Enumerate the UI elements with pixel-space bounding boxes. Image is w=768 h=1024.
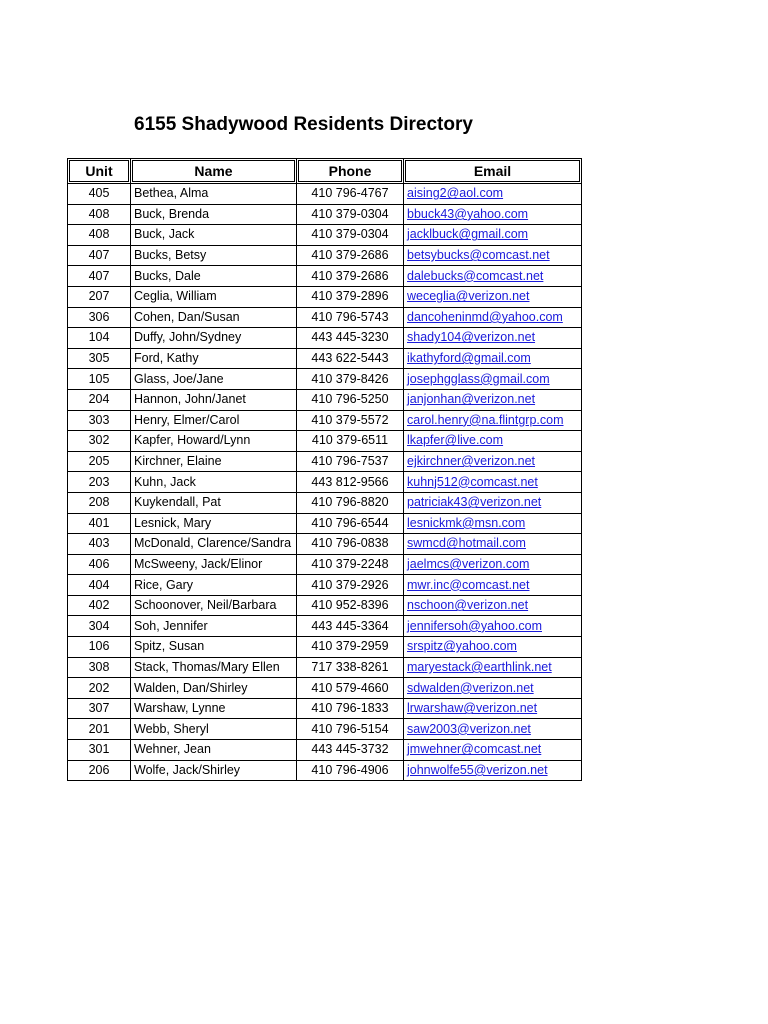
table-row — [68, 616, 582, 637]
email-cell — [404, 575, 582, 596]
unit-cell: 402 — [68, 595, 131, 616]
phone-cell: 410 379-2686 — [297, 245, 404, 266]
phone-cell: 410 796-5250 — [297, 389, 404, 410]
column-header-phone: Phone — [297, 159, 404, 184]
name-cell: Lesnick, Mary — [131, 513, 297, 534]
unit-cell: 202 — [68, 678, 131, 699]
email-link[interactable]: sdwalden@verizon.net — [407, 680, 534, 695]
phone-cell: 443 622-5443 — [297, 348, 404, 369]
table-row — [68, 348, 582, 369]
phone-cell: 410 379-8426 — [297, 369, 404, 390]
phone-cell: 443 445-3364 — [297, 616, 404, 637]
email-cell — [404, 307, 582, 328]
table-row — [68, 678, 582, 699]
unit-cell: 407 — [68, 245, 131, 266]
unit-cell: 403 — [68, 534, 131, 555]
table-row — [68, 225, 582, 246]
email-link[interactable]: kuhnj512@comcast.net — [407, 474, 538, 489]
name-cell: Kirchner, Elaine — [131, 451, 297, 472]
unit-cell: 408 — [68, 225, 131, 246]
table-row — [68, 492, 582, 513]
email-link[interactable]: jennifersoh@yahoo.com — [407, 618, 542, 633]
unit-cell: 201 — [68, 719, 131, 740]
name-cell: Ford, Kathy — [131, 348, 297, 369]
email-cell — [404, 328, 582, 349]
table-row — [68, 740, 582, 761]
email-link[interactable]: swmcd@hotmail.com — [407, 536, 526, 551]
email-cell — [404, 225, 582, 246]
email-cell — [404, 698, 582, 719]
phone-cell: 410 379-6511 — [297, 431, 404, 452]
table-row — [68, 369, 582, 390]
unit-cell: 205 — [68, 451, 131, 472]
table-row — [68, 245, 582, 266]
phone-cell: 410 379-2959 — [297, 637, 404, 658]
unit-cell: 104 — [68, 328, 131, 349]
email-cell — [404, 204, 582, 225]
name-cell: Bethea, Alma — [131, 184, 297, 205]
unit-cell: 408 — [68, 204, 131, 225]
phone-cell: 410 796-8820 — [297, 492, 404, 513]
email-link[interactable]: srspitz@yahoo.com — [407, 639, 517, 654]
email-cell — [404, 513, 582, 534]
email-cell — [404, 472, 582, 493]
email-link[interactable]: carol.henry@na.flintgrp.com — [407, 412, 564, 427]
phone-cell: 410 796-5154 — [297, 719, 404, 740]
table-row — [68, 328, 582, 349]
table-row — [68, 307, 582, 328]
email-link[interactable]: janjonhan@verizon.net — [407, 392, 536, 407]
table-row — [68, 472, 582, 493]
name-cell: Kuhn, Jack — [131, 472, 297, 493]
email-cell — [404, 266, 582, 287]
email-cell — [404, 637, 582, 658]
email-cell — [404, 740, 582, 761]
email-link[interactable]: saw2003@verizon.net — [407, 721, 531, 736]
email-link[interactable]: dancoheninmd@yahoo.com — [407, 309, 563, 324]
name-cell: Buck, Jack — [131, 225, 297, 246]
phone-cell: 410 796-7537 — [297, 451, 404, 472]
email-link[interactable]: johnwolfe55@verizon.net — [407, 762, 548, 777]
table-row — [68, 637, 582, 658]
name-cell: Rice, Gary — [131, 575, 297, 596]
name-cell: Ceglia, William — [131, 286, 297, 307]
name-cell: Henry, Elmer/Carol — [131, 410, 297, 431]
email-cell — [404, 245, 582, 266]
phone-cell: 717 338-8261 — [297, 657, 404, 678]
email-cell — [404, 554, 582, 575]
email-link[interactable]: weceglia@verizon.net — [407, 289, 530, 304]
email-link[interactable]: patriciak43@verizon.net — [407, 495, 542, 510]
phone-cell: 410 379-0304 — [297, 204, 404, 225]
phone-cell: 410 579-4660 — [297, 678, 404, 699]
email-cell — [404, 657, 582, 678]
table-row — [68, 534, 582, 555]
table-row — [68, 595, 582, 616]
table-row — [68, 575, 582, 596]
name-cell: Hannon, John/Janet — [131, 389, 297, 410]
email-link[interactable]: nschoon@verizon.net — [407, 598, 529, 613]
email-cell — [404, 431, 582, 452]
phone-cell: 410 796-5743 — [297, 307, 404, 328]
phone-cell: 410 796-4906 — [297, 760, 404, 781]
unit-cell: 406 — [68, 554, 131, 575]
unit-cell: 208 — [68, 492, 131, 513]
phone-cell: 410 379-2926 — [297, 575, 404, 596]
unit-cell: 105 — [68, 369, 131, 390]
email-link[interactable]: jmwehner@comcast.net — [407, 742, 542, 757]
email-link[interactable]: lkapfer@live.com — [407, 433, 504, 448]
table-body — [68, 184, 582, 781]
name-cell: Kapfer, Howard/Lynn — [131, 431, 297, 452]
phone-cell: 410 796-4767 — [297, 184, 404, 205]
table-row — [68, 451, 582, 472]
email-cell — [404, 410, 582, 431]
unit-cell: 206 — [68, 760, 131, 781]
table-row — [68, 698, 582, 719]
unit-cell: 306 — [68, 307, 131, 328]
name-cell: Wehner, Jean — [131, 740, 297, 761]
table-row — [68, 719, 582, 740]
phone-cell: 410 796-1833 — [297, 698, 404, 719]
email-link[interactable]: ikathyford@gmail.com — [407, 351, 531, 366]
table-row — [68, 204, 582, 225]
unit-cell: 405 — [68, 184, 131, 205]
name-cell: Spitz, Susan — [131, 637, 297, 658]
email-link[interactable]: bbuck43@yahoo.com — [407, 206, 529, 221]
unit-cell: 305 — [68, 348, 131, 369]
name-cell: Walden, Dan/Shirley — [131, 678, 297, 699]
email-cell — [404, 286, 582, 307]
unit-cell: 207 — [68, 286, 131, 307]
email-link[interactable]: shady104@verizon.net — [407, 330, 536, 345]
unit-cell: 302 — [68, 431, 131, 452]
unit-cell: 404 — [68, 575, 131, 596]
phone-cell: 410 379-2896 — [297, 286, 404, 307]
table-row — [68, 431, 582, 452]
email-cell — [404, 719, 582, 740]
name-cell: McDonald, Clarence/Sandra — [131, 534, 297, 555]
unit-cell: 203 — [68, 472, 131, 493]
name-cell: Warshaw, Lynne — [131, 698, 297, 719]
table-header-row — [68, 159, 582, 184]
unit-cell: 401 — [68, 513, 131, 534]
email-cell — [404, 389, 582, 410]
phone-cell: 443 445-3732 — [297, 740, 404, 761]
email-cell — [404, 760, 582, 781]
phone-cell: 443 445-3230 — [297, 328, 404, 349]
phone-cell: 410 379-2686 — [297, 266, 404, 287]
name-cell: Webb, Sheryl — [131, 719, 297, 740]
name-cell: Wolfe, Jack/Shirley — [131, 760, 297, 781]
email-link[interactable]: dalebucks@comcast.net — [407, 268, 544, 283]
name-cell: McSweeny, Jack/Elinor — [131, 554, 297, 575]
column-header-name: Name — [131, 159, 297, 184]
unit-cell: 301 — [68, 740, 131, 761]
email-cell — [404, 348, 582, 369]
name-cell: Schoonover, Neil/Barbara — [131, 595, 297, 616]
email-cell — [404, 184, 582, 205]
table-row — [68, 760, 582, 781]
name-cell: Buck, Brenda — [131, 204, 297, 225]
table-row — [68, 554, 582, 575]
email-cell — [404, 595, 582, 616]
unit-cell: 307 — [68, 698, 131, 719]
email-cell — [404, 534, 582, 555]
phone-cell: 410 796-6544 — [297, 513, 404, 534]
phone-cell: 410 379-5572 — [297, 410, 404, 431]
phone-cell: 410 952-8396 — [297, 595, 404, 616]
table-row — [68, 657, 582, 678]
column-header-email: Email — [404, 159, 582, 184]
email-link[interactable]: jacklbuck@gmail.com — [407, 227, 529, 242]
phone-cell: 410 379-2248 — [297, 554, 404, 575]
name-cell: Soh, Jennifer — [131, 616, 297, 637]
email-link[interactable]: lesnickmk@msn.com — [407, 515, 526, 530]
name-cell: Kuykendall, Pat — [131, 492, 297, 513]
email-link[interactable]: ejkirchner@verizon.net — [407, 454, 536, 469]
name-cell: Glass, Joe/Jane — [131, 369, 297, 390]
unit-cell: 304 — [68, 616, 131, 637]
email-link[interactable]: josephgglass@gmail.com — [407, 371, 550, 386]
phone-cell: 410 379-0304 — [297, 225, 404, 246]
name-cell: Stack, Thomas/Mary Ellen — [131, 657, 297, 678]
unit-cell: 106 — [68, 637, 131, 658]
table-row — [68, 389, 582, 410]
unit-cell: 204 — [68, 389, 131, 410]
name-cell: Duffy, John/Sydney — [131, 328, 297, 349]
unit-cell: 407 — [68, 266, 131, 287]
name-cell: Bucks, Dale — [131, 266, 297, 287]
email-link[interactable]: lrwarshaw@verizon.net — [407, 701, 538, 716]
email-link[interactable]: aising2@aol.com — [407, 186, 504, 201]
email-cell — [404, 616, 582, 637]
email-cell — [404, 451, 582, 472]
table-row — [68, 184, 582, 205]
table-row — [68, 266, 582, 287]
name-cell: Cohen, Dan/Susan — [131, 307, 297, 328]
email-link[interactable]: betsybucks@comcast.net — [407, 248, 550, 263]
unit-cell: 303 — [68, 410, 131, 431]
email-link[interactable]: mwr.inc@comcast.net — [407, 577, 530, 592]
table-row — [68, 286, 582, 307]
table-row — [68, 513, 582, 534]
email-link[interactable]: maryestack@earthlink.net — [407, 659, 552, 674]
name-cell: Bucks, Betsy — [131, 245, 297, 266]
email-cell — [404, 492, 582, 513]
phone-cell: 443 812-9566 — [297, 472, 404, 493]
column-header-unit: Unit — [68, 159, 131, 184]
residents-table — [67, 158, 582, 781]
unit-cell: 308 — [68, 657, 131, 678]
phone-cell: 410 796-0838 — [297, 534, 404, 555]
page-title: 6155 Shadywood Residents Directory — [134, 114, 473, 135]
email-link[interactable]: jaelmcs@verizon.com — [407, 556, 530, 571]
email-cell — [404, 369, 582, 390]
email-cell — [404, 678, 582, 699]
table-row — [68, 410, 582, 431]
